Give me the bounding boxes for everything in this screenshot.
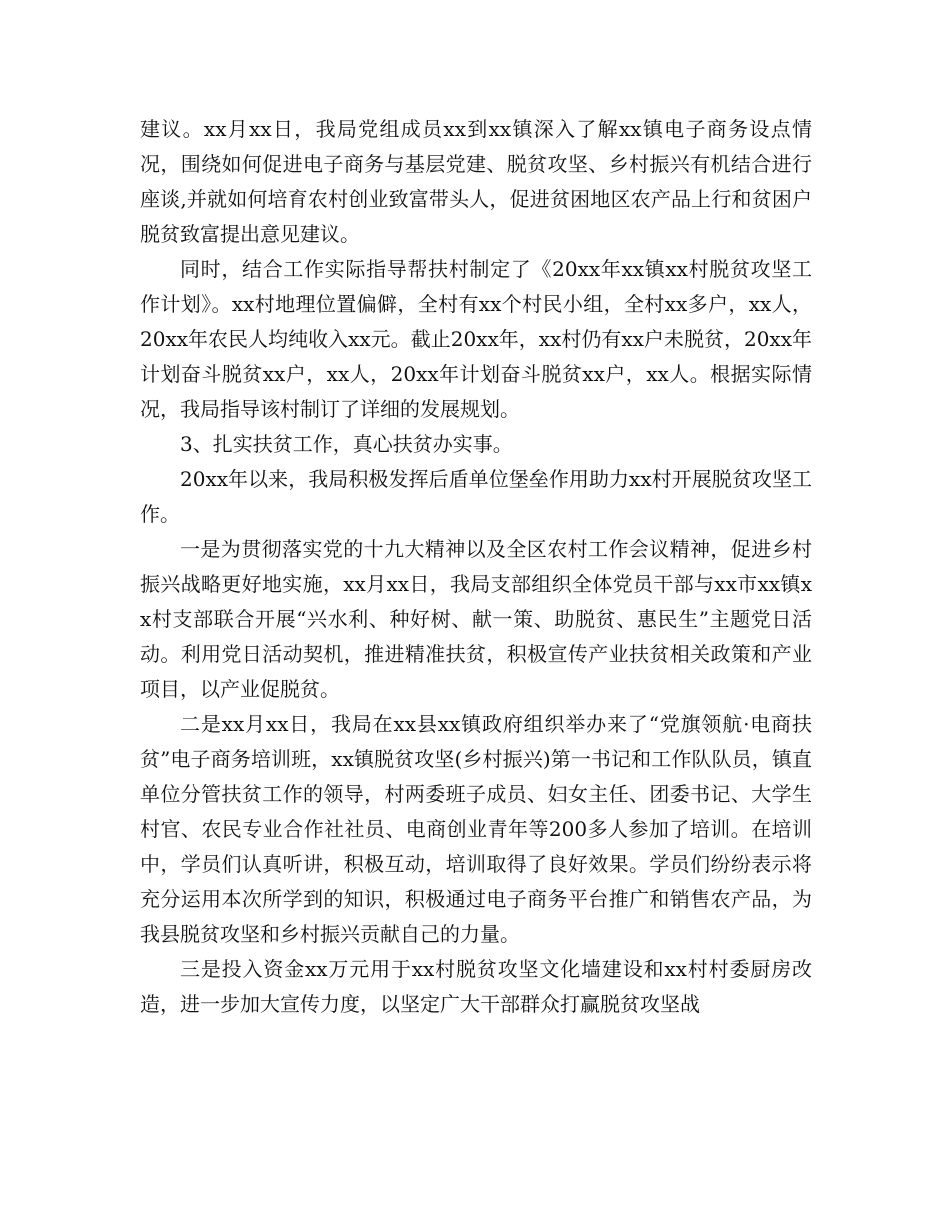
paragraph-2: 同时，结合工作实际指导帮扶村制定了《20xx年xx镇xx村脱贫攻坚工作计划》。xx村地理位置偏僻，全村有xx个村民小组，全村xx多户，xx人，20xx年农民人均纯收入xx元。截止20xx年，xx村仍有xx户未脱贫，20xx年计划奋斗脱贫xx户，xx人，20xx年计划奋斗脱贫xx户，xx人。根据实际情况，我局指导该村制订了详细的发展规划。	[140, 257, 812, 421]
paragraph-4: 20xx年以来，我局积极发挥后盾单位堡垒作用助力xx村开展脱贫攻坚工作。	[140, 467, 812, 526]
paragraph-5: 一是为贯彻落实党的十九大精神以及全区农村工作会议精神，促进乡村振兴战略更好地实施，xx月xx日，我局支部组织全体党员干部与xx市xx镇xx村支部联合开展“兴水利、种好树、献一策、助脱贫、惠民生”主题党日活动。利用党日活动契机，推进精准扶贫，积极宣传产业扶贫相关政策和产业项目，以产业促脱贫。	[140, 537, 812, 701]
section-heading: 3、扎实扶贫工作，真心扶贫办实事。	[180, 432, 513, 456]
paragraph-1: 建议。xx月xx日，我局党组成员xx到xx镇深入了解xx镇电子商务设点情况，围绕如何促进电子商务与基层党建、脱贫攻坚、乡村振兴有机结合进行座谈,并就如何培育农村创业致富带头人，促进贫困地区农产品上行和贫困户脱贫致富提出意见建议。	[140, 117, 812, 246]
paragraph-7: 三是投入资金xx万元用于xx村脱贫攻坚文化墙建设和xx村村委厨房改造，进一步加大宣传力度，以坚定广大干部群众打赢脱贫攻坚战	[140, 957, 812, 1016]
document-page	[140, 112, 812, 1022]
paragraph-6: 二是xx月xx日，我局在xx县xx镇政府组织举办来了“党旗领航·电商扶贫”电子商务培训班，xx镇脱贫攻坚(乡村振兴)第一书记和工作队队员，镇直单位分管扶贫工作的领导，村两委班子成员、妇女主任、团委书记、大学生村官、农民专业合作社社员、电商创业青年等200多人参加了培训。在培训中，学员们认真听讲，积极互动，培训取得了良好效果。学员们纷纷表示将充分运用本次所学到的知识，积极通过电子商务平台推广和销售农产品，为我县脱贫攻坚和乡村振兴贡献自己的力量。	[140, 712, 812, 946]
